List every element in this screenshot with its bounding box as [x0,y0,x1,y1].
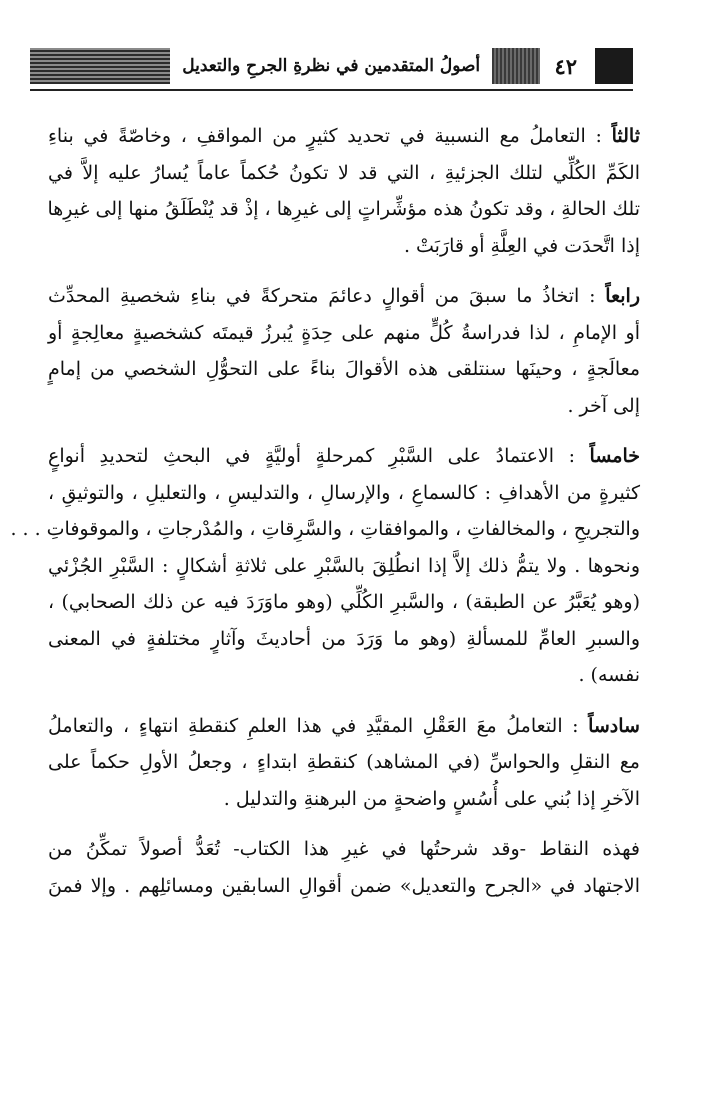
text-line: والسبرِ العامِّ للمسألةِ (وهو ما وَرَدَ من أحاديثَ وآثارٍ مختلفةٍ في المعنى [48,627,640,650]
text-line: رابعاً : اتخاذُ ما سبقَ من أقوالٍ دعائمَ متحركةً في بناءِ شخصيةِ المحدِّث [48,285,640,307]
text-line: معالَجةٍ ، وحينَها سنتلقى هذه الأقوالَ بناءً على التحوُّلِ الشخصي من إمامٍ [48,358,640,380]
text-line: فهذه النقاط -وقد شرحتُها في غيرِ هذا الكتاب- تُعَدُّ أصولاً تمكِّنُ من [48,838,640,860]
paragraph-lead: رابعاً [605,285,640,307]
paragraph-lead: خامساً [589,445,640,467]
paragraph-lead: سادساً [588,714,640,737]
text-line: الآخرِ إذا بُني على أُسُسٍ واضحةٍ من البرهنةِ والتدليل . [223,787,640,810]
paragraph-fifth [10,438,640,694]
paragraph-lead: ثالثاً [611,125,640,147]
text-line: الاجتهاد في «الجرح والتعديل» ضمن أقوالِ السابقين ومسائلِهم . وإلا فمنَ [48,874,640,897]
header-grey-block [492,48,540,84]
text-line: مع النقلِ والحواسِّ (في المشاهد) كنقطةِ ابتداءٍ ، وجعلُ الأولِ حكماً على [48,751,640,773]
text-line: خامساً : الاعتمادُ على السَّبْرِ كمرحلةٍ أوليَّةٍ في البحثِ لتحديدِ أنواعٍ [48,445,640,467]
text-line: كثيرةٍ من الأهدافِ : كالسماعِ ، والإرسالِ ، والتدليسِ ، والتعليلِ ، والتوثيقِ ، [48,481,640,504]
body-text [10,118,640,918]
text-line: إلى آخر . [567,394,640,417]
text-line: سادساً : التعاملُ معَ العَقْلِ المقيَّدِ في هذا العلمِ كنقطةِ انتهاءٍ ، والتعاملُ [48,714,640,737]
page-number: ٤٢ [554,53,577,79]
text-line: الكَمِّ الكُلِّي لتلك الجزئيةِ ، التي قد لا تكونُ حُكماً عاماً يُسارُ عليه إلاَّ في [48,161,640,184]
text-line: أو الإمامِ ، لذا فدراسةُ كُلٍّ منهم على حِدَةٍ يُبرزُ قيمتَه كشخصيةٍ معالِجةٍ أو [48,321,640,344]
running-header [30,46,633,86]
paragraph-fourth [48,278,640,424]
paragraph-sixth [48,708,640,818]
text-line: ونحوها . ولا يتمُّ ذلك إلاَّ إذا انطُلِقَ بالسَّبْرِ على ثلاثةِ أشكالٍ : السَّبْرِ الجُزْئي [48,554,640,577]
text-line: نفسه) . [578,664,640,686]
paragraph-conclusion [48,831,640,904]
paragraph-third [48,118,640,264]
text-line: إذا اتَّحدَت في العِلَّةِ أو قارَبَتْ . [403,234,640,257]
header-dark-block [595,48,633,84]
text-line: (وهو يُعَبَّرُ عن الطبقة) ، والسَّبرِ الكُلِّي (وهو ماوَرَدَ فيه عن ذلك الصحابي) ، [48,591,640,613]
text-line: والتجريحِ ، والمخالفاتِ ، والموافقاتِ ، والسَّرِقاتِ ، والمُدْرجاتِ ، والموقوفاتِ . . . [10,518,640,540]
text-line: ثالثاً : التعاملُ مع النسبية في تحديد كثيرٍ من المواقفِ ، وخاصّةً في بناءِ [48,125,640,147]
running-title: أصولُ المتقدمين في نظرةِ الجرحِ والتعديل [182,56,481,76]
header-striped-block [30,48,170,84]
header-rule [30,89,633,91]
text-line: تلك الحالةِ ، وقد تكونُ هذه مؤشِّراتٍ إلى غيرِها ، إذْ قد يُنْطَلَقُ منها إلى غيرِها [47,198,640,220]
